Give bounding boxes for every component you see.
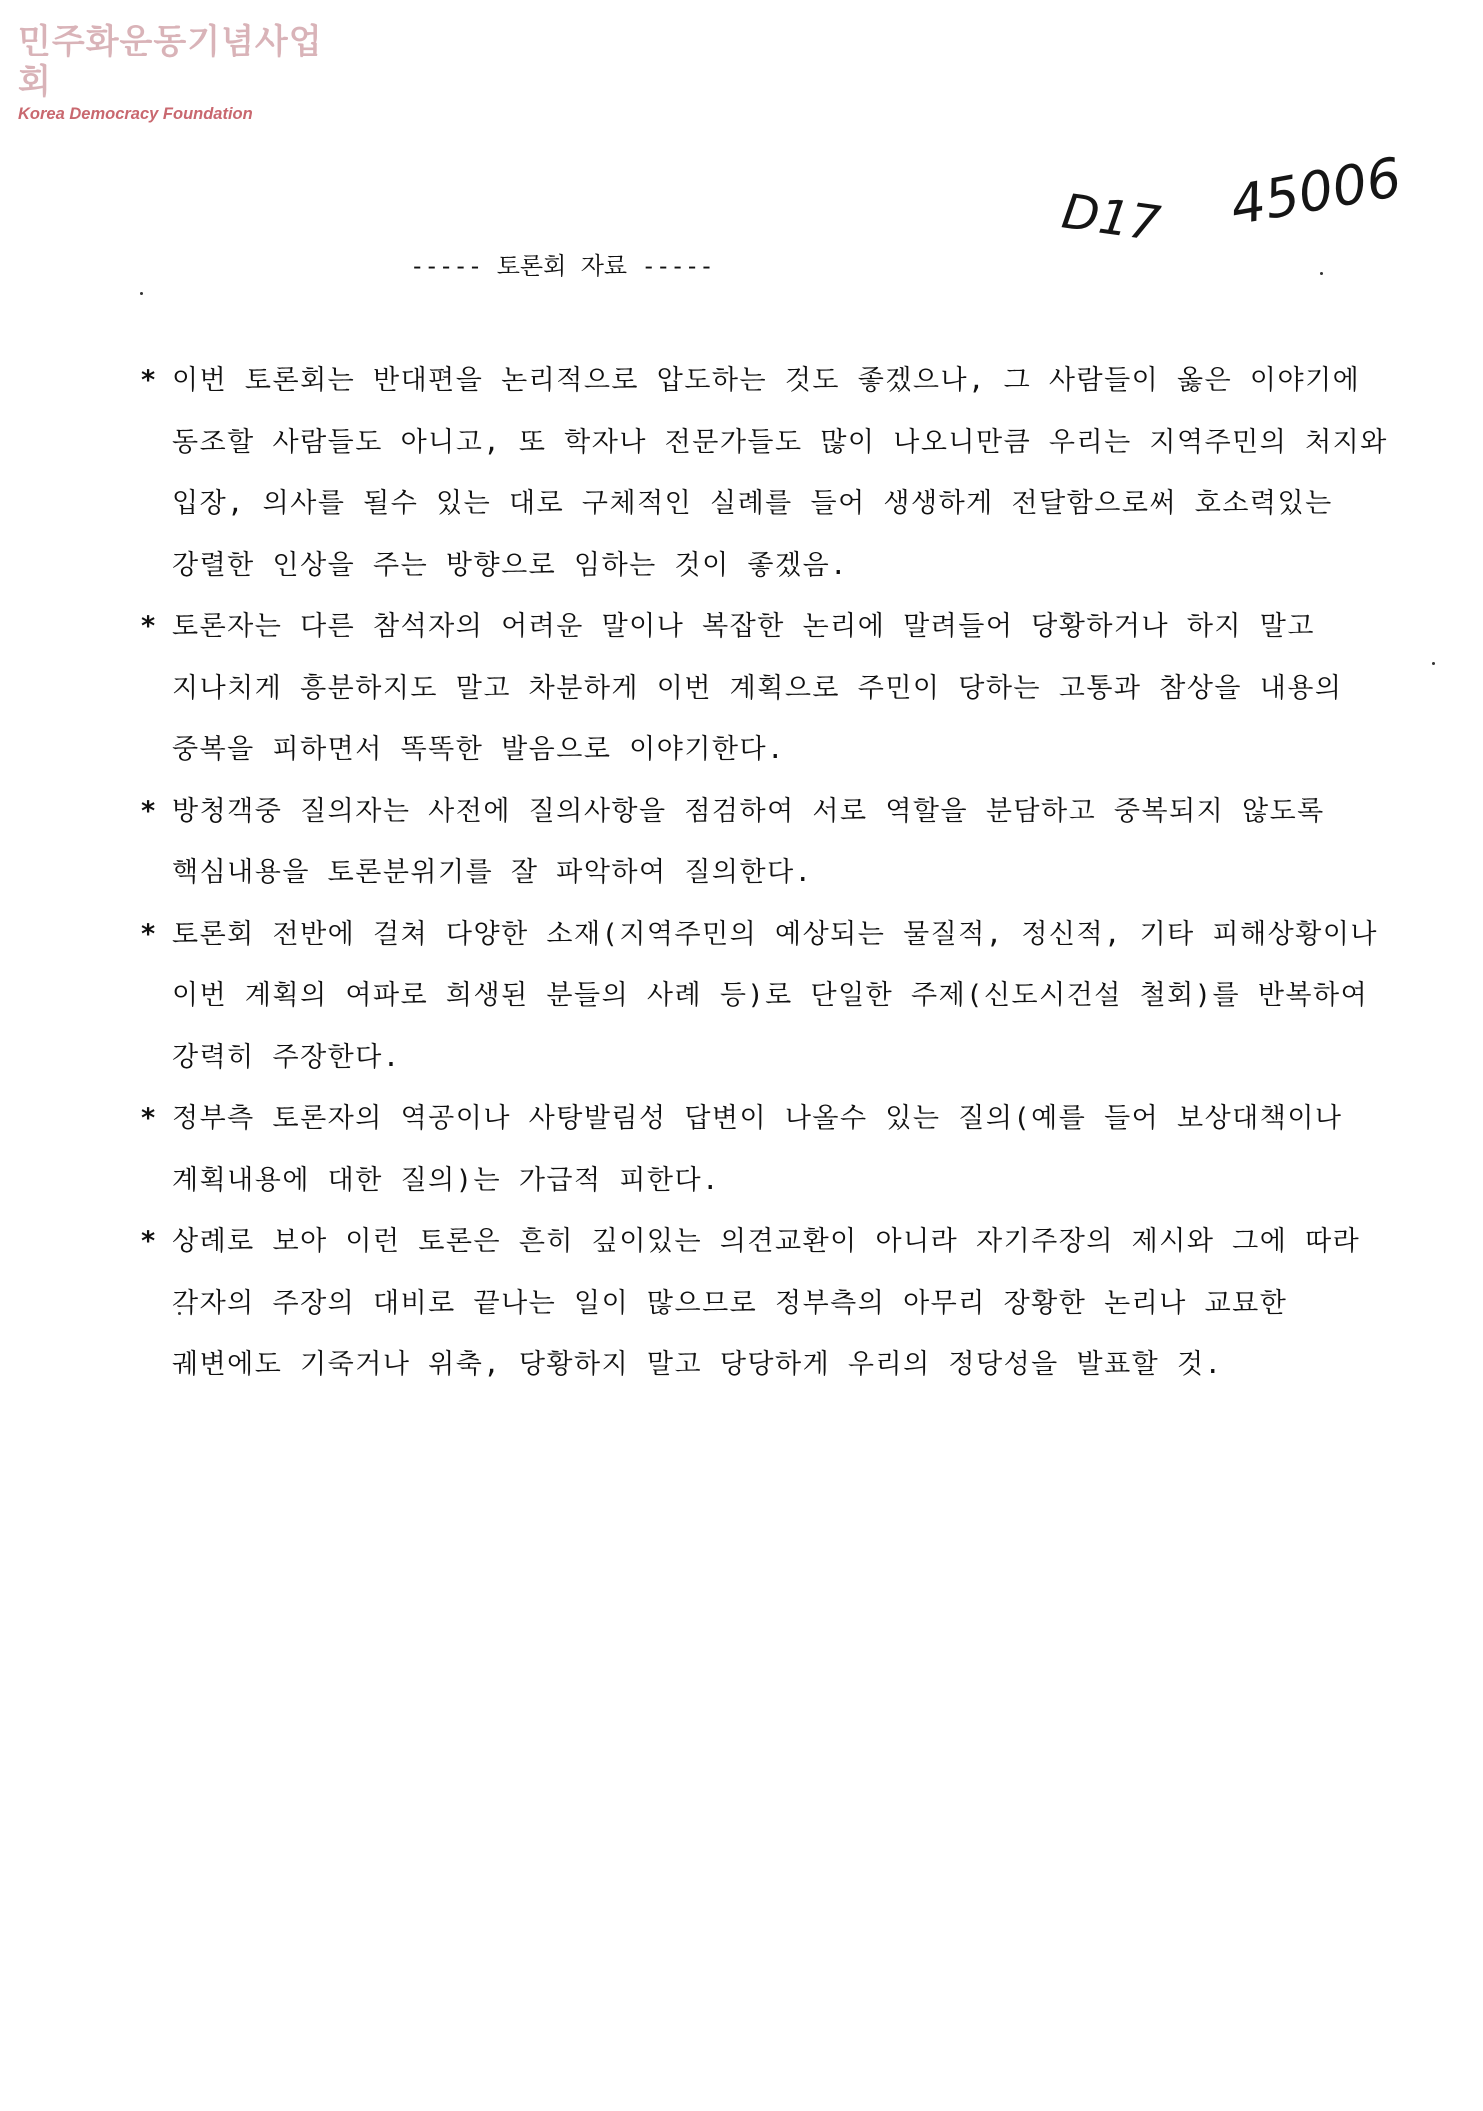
watermark-english: Korea Democracy Foundation [18, 105, 253, 123]
document-body [140, 350, 1410, 1396]
bullet-text: 방청객중 질의자는 사전에 질의사항을 점검하여 서로 역할을 분담하고 중복되지 않도록 핵심내용을 토론분위기를 잘 파악하여 질의한다. [172, 795, 1325, 888]
bullet-text: 상례로 보아 이런 토론은 흔히 깊이있는 의견교환이 아니라 자기주장의 제시와 그에 따라 각자의 주장의 대비로 끝나는 일이 많으므로 정부측의 아무리 장황한 논리나 교묘한 궤변에도 기죽거나 위축, 당황하지 말고 당당하게 우리의 정당성을 발표할 것. [172, 1226, 1361, 1380]
asterisk-icon: * [140, 795, 158, 827]
bullet-item [140, 1211, 1410, 1396]
watermark-logo [18, 22, 348, 124]
bullet-text: 토론회 전반에 걸쳐 다양한 소재(지역주민의 예상되는 물질적, 정신적, 기타 피해상황이나 이번 계획의 여파로 희생된 분들의 사례 등)로 단일한 주제(신도시건설 철회)를 반복하여 강력히 주장한다. [172, 918, 1379, 1073]
asterisk-icon: * [140, 918, 158, 950]
bullet-item [140, 350, 1410, 596]
scan-speck [1432, 662, 1435, 665]
scan-speck [140, 292, 143, 295]
bullet-text: 토론자는 다른 참석자의 어려운 말이나 복잡한 논리에 말려들어 당황하거나 하지 말고 지나치게 흥분하지도 말고 차분하게 이번 계획으로 주민이 당하는 고통과 참상을 내용의 중복을 피하면서 똑똑한 발음으로 이야기한다. [172, 611, 1343, 765]
asterisk-icon: * [140, 611, 158, 642]
handwritten-number: 45006 [1225, 145, 1406, 238]
asterisk-icon: * [140, 1103, 158, 1134]
bullet-text: 정부측 토론자의 역공이나 사탕발림성 답변이 나올수 있는 질의(예를 들어 보상대책이나 계획내용에 대한 질의)는 가급적 피한다. [172, 1103, 1343, 1196]
bullet-item [140, 904, 1410, 1089]
watermark-korean: 민주화운동기념사업회 [18, 22, 323, 102]
bullet-item [140, 1088, 1410, 1211]
handwritten-code: D17 [1058, 183, 1164, 253]
asterisk-icon: * [140, 1226, 158, 1257]
bullet-text: 이번 토론회는 반대편을 논리적으로 압도하는 것도 좋겠으나, 그 사람들이 옳은 이야기에 동조할 사람들도 아니고, 또 학자나 전문가들도 많이 나오니만큼 우리는 지역주민의 처지와 입장, 의사를 될수 있는 대로 구체적인 실례를 들어 생생하게 전달함으로써 호소력있는 강렬한 인상을 주는 방향으로 임하는 것이 좋겠음. [172, 365, 1388, 581]
scan-speck [1320, 272, 1323, 275]
bullet-item [140, 781, 1410, 904]
asterisk-icon: * [140, 365, 158, 396]
bullet-item [140, 596, 1410, 781]
document-title: ----- 토론회 자료 ----- [410, 252, 714, 280]
